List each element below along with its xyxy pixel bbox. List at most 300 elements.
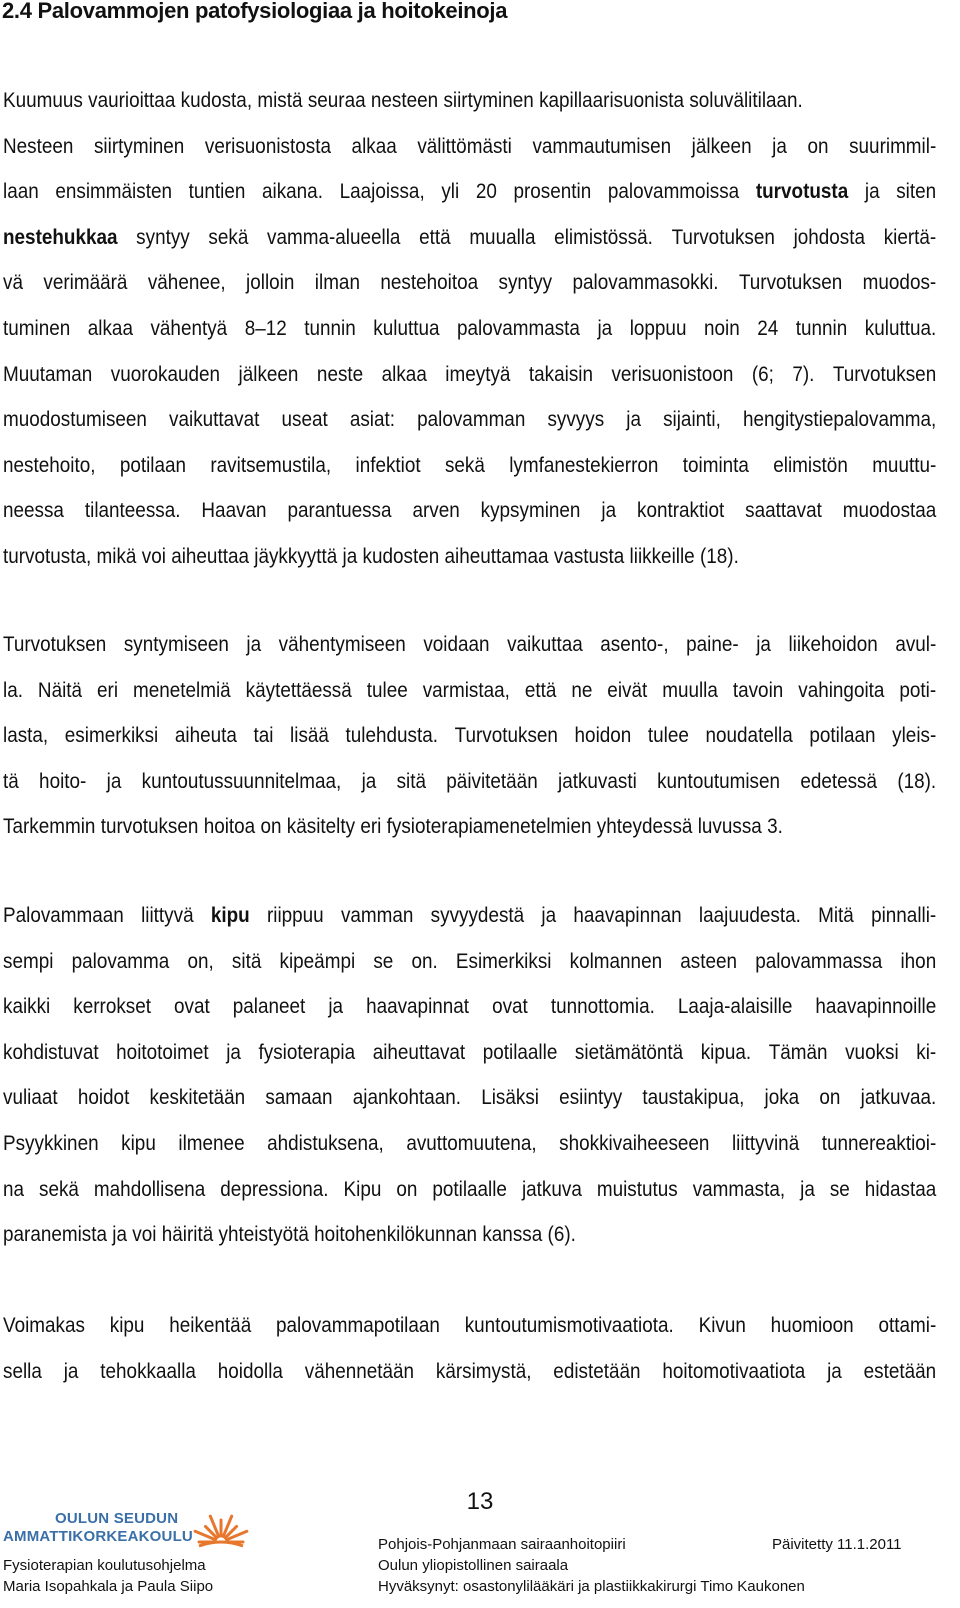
word: muualla [469,225,536,249]
word: kiertä- [883,225,937,249]
word: ilman [314,271,360,295]
word: hoitotoimet [116,1040,209,1064]
word: poti- [899,678,937,702]
word: tunnereaktioi- [821,1131,937,1155]
word: takaisin [528,362,593,386]
text-line [3,215,936,261]
word: Laajoissa, [339,180,425,204]
word: Kuumuus [3,89,83,112]
word: kuntoutumisen [657,769,781,793]
word: heikentää [169,1314,252,1337]
word: päivitetään [446,769,538,793]
word: aiheuttavat [372,1040,466,1064]
word: Turvotuksen [454,724,558,748]
word: on [819,1086,841,1110]
word: fysioterapia [258,1040,356,1064]
word: infektiot [355,453,421,477]
word: palovammasta [457,316,580,340]
word: riippuu [266,904,324,927]
word: vähenee, [147,271,226,295]
word: sietämätöntä [574,1040,684,1064]
word: ja [226,1040,241,1064]
word: jälkeen [238,362,299,386]
word: saattavat [745,499,822,523]
word: ja [756,633,771,656]
word: muodostaa [842,499,937,523]
text-line [3,1030,936,1076]
word: tunnin [304,316,356,340]
word: kipu [109,1314,145,1337]
word: alkaa [351,134,397,158]
word: ja [246,633,262,656]
word: verisuonistosta [204,134,331,158]
word: parantuessa [287,499,392,523]
word: mistä [257,89,303,112]
word: 7). [792,362,815,386]
word: vä [3,271,23,295]
logo-text-line1: OULUN SEUDUN [55,1510,179,1527]
word: lasta, [3,724,49,748]
word: muodostumiseen [3,408,147,432]
word: vähentymiseen [278,633,406,656]
word: useat [281,408,328,432]
word: liikehoidon [788,633,878,656]
word: jolloin [246,271,295,295]
text-line [3,1075,936,1121]
word: estetään [863,1359,937,1383]
word: ne [571,678,593,702]
word: muistutus [596,1177,678,1201]
word: Voimakas [3,1314,85,1337]
word: varmistaa, [422,678,510,702]
word: voidaan [423,633,490,656]
text-line [3,78,936,124]
word: kipu [121,1131,156,1155]
word: hoitomotivaatiota [662,1359,806,1383]
word: Turvotuksen [3,633,107,656]
word: aiheuttamaa [444,544,549,568]
word: turvotusta, [3,544,92,568]
word: elimistön [773,453,848,477]
word: vastusta [553,544,625,568]
word: joka [764,1086,800,1110]
word: Laaja-alaisille [677,995,793,1019]
word: eri [97,678,119,702]
word: elimistössä. [554,225,653,249]
word: la. [3,678,23,702]
text-line [3,939,936,985]
word: siten [896,180,937,204]
word: palovammassa [755,949,883,973]
word: kapillaarisuonista [539,89,685,112]
section-heading: 2.4 Palovammojen patofysiologiaa ja hoitokeinoja [2,0,508,23]
word: potilaan [809,724,876,748]
word: imeytyä [445,362,511,386]
word: sekä [208,225,249,249]
word: seuraa [307,89,366,112]
word: ja [63,1359,79,1383]
text-line [3,443,936,489]
word: Turvotuksen [832,362,937,386]
word: (6; [751,362,774,386]
word: hoitohenkilökunnan [314,1223,478,1247]
logo-arc [199,1542,243,1546]
word: kaikki [3,995,51,1019]
word: jatkuvasti [558,769,637,793]
word: ja [597,316,613,340]
word: sella [3,1359,42,1383]
bold-term: kipu [210,904,250,927]
word: johdosta [793,225,866,249]
word: palaneet [232,995,306,1019]
word: kärsimystä, [435,1359,532,1383]
word: voi [132,1223,157,1247]
word: (18). [699,544,739,568]
word: keskitetään [149,1086,246,1110]
word: hoito- [39,769,87,793]
word: kuluttua. [864,316,937,340]
footer-middle-line2: Oulun yliopistollinen sairaala [378,1557,569,1574]
word: ottami- [878,1314,937,1337]
word: vähennetään [304,1359,415,1383]
word: tai [253,724,274,748]
word: potilaalle [432,1177,507,1201]
word: ovat [492,995,528,1019]
word: (18). [897,769,937,793]
word: ilmenee [178,1131,245,1155]
word: Nesteen [3,134,74,158]
footer-middle-line3: Hyväksynyt: osastonylilääkäri ja plastiikkakirurgi Timo Kaukonen [378,1578,805,1595]
word: on [260,815,282,839]
word: potilaalle [482,1040,558,1064]
word: suurimmil- [849,134,937,158]
word: asento-, [600,633,669,656]
word: vaikuttaa [507,633,583,656]
word: kohdistuvat [3,1040,99,1064]
word: eivät [607,678,648,702]
text-line [3,260,936,306]
word: tulee [366,678,408,702]
word: ja [772,134,787,158]
word: ahdistuksena, [267,1131,384,1155]
word: hoidot [77,1086,130,1110]
word: kanssa [482,1223,543,1247]
word: jatkuvaa. [860,1086,937,1110]
word: jatkuva [521,1177,582,1201]
word: sempi [3,949,54,973]
word: aikana. [262,180,323,204]
word: vamman [340,904,414,927]
word: Kivun [698,1314,746,1337]
word: palovamma [71,949,170,973]
word: ja [864,180,880,204]
word: hengitystiepalovamma, [742,408,937,432]
word: lymfanestekierron [509,453,659,477]
word: aiheuttaa [171,544,249,568]
word: se [373,949,394,973]
bold-term: turvotusta [755,180,849,204]
word: eri [360,815,382,839]
word: sijainti, [663,408,721,432]
word: vuliaat [3,1086,58,1110]
word: jälkeen [691,134,752,158]
word: huomioon [770,1314,854,1337]
text-line [3,984,936,1030]
word: välittömästi [417,134,512,158]
word: palovamman [417,408,526,432]
word: samaan [265,1086,333,1110]
word: noin [703,316,740,340]
footer-left-line2: Maria Isopahkala ja Paula Siipo [3,1578,214,1595]
word: paine- [686,633,739,656]
word: Tarkemmin [3,815,96,839]
word: siirtyminen [93,134,185,158]
word: liittyvinä [731,1131,800,1155]
word: tilanteessa. [84,499,181,523]
paragraph [3,1303,936,1394]
word: prosentin [513,180,592,204]
text-line [3,804,936,850]
word: kontraktiot [637,499,725,523]
word: edetessä [800,769,878,793]
word: neste [316,362,364,386]
word: mahdollisena [93,1177,206,1201]
word: vuoksi [845,1040,899,1064]
word: ja [626,408,641,432]
word: kolmannen [569,949,663,973]
page-number: 13 [466,1488,494,1515]
word: kudosten [362,544,440,568]
word: tavoin [732,678,784,702]
word: tulehdusta. [345,724,439,748]
word: syntymiseen [123,633,229,656]
text-line [3,668,936,714]
footer-middle-line1: Pohjois-Pohjanmaan sairaanhoitopiiri [378,1536,626,1553]
word: vamma-alueella [267,225,401,249]
word: ovat [174,995,210,1019]
logo-text-line2: AMMATTIKORKEAKOULU [3,1528,193,1545]
word: 24 [757,316,779,340]
word: haavapinnan [573,904,682,927]
word: ja [541,904,557,927]
word: 20 [475,180,497,204]
word: turvotuksen [100,815,199,839]
text-line [3,1121,936,1167]
word: vuorokauden [110,362,221,386]
text-line [3,124,936,170]
word: Kipu [343,1177,382,1201]
word: kuluttua [373,316,440,340]
word: hidastaa [864,1177,937,1201]
word: liittyvä [141,904,194,927]
word: ja [827,1359,842,1383]
word: tunnin [795,316,848,340]
word: nestehoitoa [380,271,479,295]
text-line [3,759,936,805]
word: kerrokset [73,995,152,1019]
word: lisää [290,724,329,748]
word: vaurioittaa [88,89,176,112]
word: Tämän [768,1040,828,1064]
word: hoidon [574,724,632,748]
word: tä [3,769,19,793]
word: ajankohtaan. [352,1086,462,1110]
word: kuntoutussuunnitelmaa, [141,769,342,793]
word: luvussa [697,815,762,839]
word: menetelmiä [132,678,231,702]
word: muodos- [862,271,937,295]
bold-term: nestehukkaa [3,225,118,249]
word: pinnalli- [871,904,937,927]
word: toiminta [682,453,749,477]
word: syvyydestä [430,904,525,927]
word: ravitsemustila, [210,453,332,477]
text-line [3,534,936,580]
word: se [829,1177,850,1201]
word: Psyykkinen [3,1131,99,1155]
footer-updated-date: Päivitetty 11.1.2011 [772,1536,902,1553]
word: yhteydessä [596,815,693,839]
word: kudosta, [180,89,253,112]
footer-left-line1: Fysioterapian koulutusohjelma [3,1557,206,1574]
text-line [3,1303,936,1349]
word: shokkivaiheeseen [559,1131,710,1155]
word: hoidolla [217,1359,283,1383]
word: depressiona. [220,1177,329,1201]
word: verisuonistoon [611,362,734,386]
word: kuntoutumismotivaatiota. [464,1314,674,1337]
paragraph [3,893,936,1258]
word: vammautumisen [532,134,672,158]
word: että [524,678,557,702]
school-logo [3,1508,263,1550]
text-line [3,397,936,443]
word: että [419,225,451,249]
word: sekä [444,453,485,477]
word: esiintyy [559,1086,623,1110]
word: yleis- [892,724,937,748]
word: jäykkyyttä [254,544,338,568]
word: potilaan [119,453,187,477]
word: ki- [916,1040,937,1064]
word: asteen [680,949,738,973]
word: edistetään [553,1359,641,1383]
word: palovammoissa [607,180,740,204]
word: ja [112,1223,128,1247]
word: arven [412,499,460,523]
word: verimäärä [43,271,128,295]
word: tehokkaalla [100,1359,196,1383]
word: syvyys [547,408,605,432]
word: paranemista [3,1223,108,1247]
word: Turvotuksen [738,271,843,295]
word: ja [342,544,358,568]
word: esimerkiksi [64,724,159,748]
word: 8–12 [244,316,287,340]
word: käsitelty [286,815,356,839]
word: avuttomuutena, [406,1131,537,1155]
word: kipeämpi [279,949,356,973]
word: tuntien [188,180,246,204]
word: syntyy [498,271,553,295]
word: laan [3,180,39,204]
word: on [807,134,829,158]
word: Turvotuksen [671,225,775,249]
word: haavapinnat [366,995,470,1019]
word: tulee [647,724,689,748]
word: alkaa [87,316,133,340]
word: yhteistyötä [218,1223,309,1247]
word: ja [800,1177,815,1201]
word: on [396,1177,418,1201]
word: ensimmäisten [55,180,172,204]
paragraph [3,78,936,580]
word: neessa [3,499,64,523]
word: kipua. [700,1040,752,1064]
word: vaikuttavat [169,408,260,432]
word: palovammasokki. [572,271,719,295]
word: (6). [547,1223,576,1247]
word: Palovammaan [3,904,124,927]
word: alkaa [381,362,427,386]
word: liikkeille [629,544,695,568]
text-line [3,713,936,759]
word: palovammapotilaan [276,1314,440,1337]
word: ja [328,995,344,1019]
word: nesteen [370,89,439,112]
word: ja [106,769,122,793]
text-line [3,306,936,352]
text-line [3,1167,936,1213]
word: muulla [662,678,718,702]
word: hoitoa [203,815,256,839]
word: haavapinnoille [815,995,937,1019]
word: avul- [895,633,937,656]
word: siirtyminen [443,89,534,112]
word: kypsyminen [480,499,581,523]
word: on, [187,949,214,973]
word: Haavan [201,499,267,523]
word: aiheuta [174,724,237,748]
word: Mitä [818,904,854,927]
word: tuminen [3,316,71,340]
word: mikä [96,544,137,568]
word: noudatella [705,724,793,748]
text-line [3,169,936,215]
word: Esimerkiksi [455,949,552,973]
word: Lisäksi [481,1086,539,1110]
word: muuttu- [872,453,937,477]
word: on. [411,949,438,973]
word: ja [361,769,377,793]
text-line [3,622,936,668]
word: Näitä [37,678,83,702]
text-line [3,1212,936,1258]
word: soluvälitilaan. [689,89,803,112]
word: sitä [396,769,426,793]
word: 3. [767,815,783,839]
word: käytettäessä [245,678,352,702]
word: tunnottomia. [550,995,655,1019]
word: fysioterapiamenetelmien [386,815,592,839]
word: vähentyä [150,316,228,340]
word: laajuudesta. [698,904,801,927]
word: yli [441,180,460,204]
word: häiritä [161,1223,214,1247]
word: nestehoito, [3,453,96,477]
word: sitä [231,949,262,973]
text-line [3,893,936,939]
